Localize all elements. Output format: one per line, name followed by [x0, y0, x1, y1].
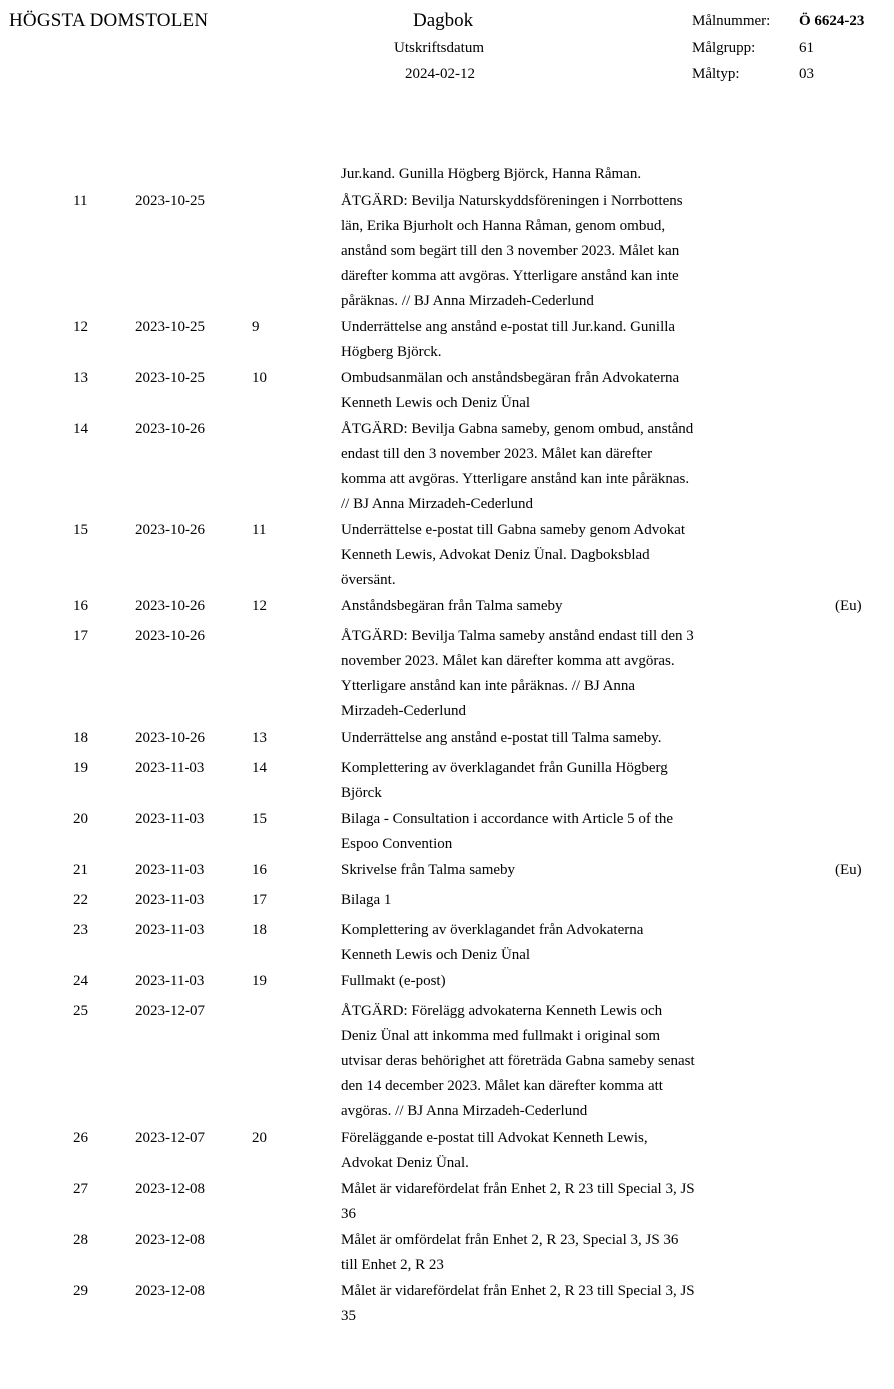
entry-date: 2023-11-03 — [135, 973, 205, 989]
entry-text: Bilaga 1 — [341, 892, 392, 908]
document-title: Dagbok — [413, 10, 474, 31]
entry-number: 24 — [73, 973, 88, 989]
entry-number: 17 — [73, 628, 88, 644]
entry-date: 2023-10-26 — [135, 598, 205, 614]
entry-date: 2023-11-03 — [135, 922, 205, 938]
court-name: HÖGSTA DOMSTOLEN — [9, 10, 209, 31]
case-group-label: Målgrupp: — [692, 40, 756, 56]
entry-number: 12 — [73, 319, 88, 335]
entry-date: 2023-12-08 — [135, 1181, 205, 1197]
entry-date: 2023-12-08 — [135, 1283, 205, 1299]
entry-text: Skrivelse från Talma sameby — [341, 862, 516, 878]
entry-text: ÅTGÄRD: Bevilja Naturskyddsföreningen i Norrbottens län, Erika Bjurholt och Hanna Råman, genom ombud, anstånd som begärt till den 3 november 2023. Målet kan därefter komma att avgöras. Ytterligare anstånd kan inte påräknas. // BJ Anna Mirzadeh-Cederlund — [341, 193, 683, 309]
entry-text: Komplettering av överklagandet från Advokaterna Kenneth Lewis och Deniz Ünal — [341, 922, 644, 963]
entry-number: 19 — [73, 760, 88, 776]
entry-number: 21 — [73, 862, 88, 878]
entry-number: 11 — [73, 193, 88, 209]
case-number-label: Målnummer: — [692, 13, 771, 29]
entry-number: 14 — [73, 421, 88, 437]
entry-text: Fullmakt (e-post) — [341, 973, 446, 989]
entry-text: Föreläggande e-postat till Advokat Kenneth Lewis, Advokat Deniz Ünal. — [341, 1130, 648, 1171]
entry-text: Ombudsanmälan och anståndsbegäran från Advokaterna Kenneth Lewis och Deniz Ünal — [341, 370, 680, 411]
entry-text: ÅTGÄRD: Bevilja Talma sameby anstånd endast till den 3 november 2023. Målet kan därefter komma att avgöras. Ytterligare anstånd kan inte påräknas. // BJ Anna Mirzadeh-Cederlund — [341, 628, 694, 719]
entry-date: 2023-10-26 — [135, 421, 205, 437]
entry-date: 2023-10-25 — [135, 370, 205, 386]
entry-document-number: 16 — [252, 862, 267, 878]
entry-document-number: 15 — [252, 811, 267, 827]
case-group-value: 61 — [799, 40, 814, 56]
entry-document-number: 20 — [252, 1130, 267, 1146]
entry-document-number: 11 — [252, 522, 267, 538]
entry-document-number: 12 — [252, 598, 267, 614]
entry-date: 2023-11-03 — [135, 892, 205, 908]
entry-date: 2023-10-26 — [135, 628, 205, 644]
entry-document-number: 17 — [252, 892, 267, 908]
entry-document-number: 9 — [252, 319, 260, 335]
case-number-value: Ö 6624-23 — [799, 13, 865, 29]
entry-text: Bilaga - Consultation i accordance with Article 5 of the Espoo Convention — [341, 811, 673, 852]
entry-number: 23 — [73, 922, 88, 938]
entry-number: 15 — [73, 522, 88, 538]
entry-number: 16 — [73, 598, 88, 614]
entry-text: Underrättelse e-postat till Gabna sameby genom Advokat Kenneth Lewis, Advokat Deniz Ünal. Dagboksblad översänt. — [341, 522, 686, 588]
case-type-value: 03 — [799, 66, 814, 82]
entry-number: 26 — [73, 1130, 88, 1146]
entry-number: 29 — [73, 1283, 88, 1299]
entry-text: ÅTGÄRD: Förelägg advokaterna Kenneth Lewis och Deniz Ünal att inkomma med fullmakt i original som utvisar deras behörighet att företräda Gabna sameby senast den 14 december 2023. Målet kan därefter komma att avgöras. // BJ Anna Mirzadeh-Cederlund — [341, 1003, 695, 1119]
entry-date: 2023-11-03 — [135, 760, 205, 776]
entry-document-number: 13 — [252, 730, 267, 746]
entry-date: 2023-10-25 — [135, 319, 205, 335]
entry-number: 28 — [73, 1232, 88, 1248]
entry-document-number: 19 — [252, 973, 267, 989]
entry-number: 27 — [73, 1181, 88, 1197]
entry-document-number: 14 — [252, 760, 267, 776]
entry-text: ÅTGÄRD: Bevilja Gabna sameby, genom ombud, anstånd endast till den 3 november 2023. Målet kan därefter komma att avgöras. Ytterligare anstånd kan inte påräknas. // BJ Anna Mirzadeh-Cederlund — [341, 421, 694, 512]
entry-document-number: 18 — [252, 922, 267, 938]
entry-text: Underrättelse ang anstånd e-postat till Jur.kand. Gunilla Högberg Björck. — [341, 319, 676, 360]
continued-entry-text: Jur.kand. Gunilla Högberg Björck, Hanna Råman. — [341, 166, 642, 182]
entry-document-number: 10 — [252, 370, 267, 386]
entry-number: 25 — [73, 1003, 88, 1019]
entry-date: 2023-10-26 — [135, 730, 205, 746]
entry-text: Målet är omfördelat från Enhet 2, R 23, Special 3, JS 36 till Enhet 2, R 23 — [341, 1232, 679, 1273]
entry-flag: (Eu) — [835, 598, 862, 614]
entry-date: 2023-10-25 — [135, 193, 205, 209]
print-date-label: Utskriftsdatum — [394, 40, 484, 56]
entry-date: 2023-12-08 — [135, 1232, 205, 1248]
entry-date: 2023-10-26 — [135, 522, 205, 538]
entry-text: Underrättelse ang anstånd e-postat till Talma sameby. — [341, 730, 662, 746]
entry-text: Komplettering av överklagandet från Gunilla Högberg Björck — [341, 760, 668, 801]
entry-number: 20 — [73, 811, 88, 827]
entry-text: Målet är vidarefördelat från Enhet 2, R 23 till Special 3, JS 36 — [341, 1181, 695, 1222]
entry-date: 2023-11-03 — [135, 811, 205, 827]
entry-flag: (Eu) — [835, 862, 862, 878]
entry-text: Anståndsbegäran från Talma sameby — [341, 598, 563, 614]
entry-date: 2023-12-07 — [135, 1130, 205, 1146]
entry-date: 2023-11-03 — [135, 862, 205, 878]
entry-text: Målet är vidarefördelat från Enhet 2, R 23 till Special 3, JS 35 — [341, 1283, 695, 1324]
entry-number: 13 — [73, 370, 88, 386]
case-type-label: Måltyp: — [692, 66, 740, 82]
entry-date: 2023-12-07 — [135, 1003, 205, 1019]
entry-number: 22 — [73, 892, 88, 908]
entry-number: 18 — [73, 730, 88, 746]
print-date-value: 2024-02-12 — [405, 66, 475, 82]
